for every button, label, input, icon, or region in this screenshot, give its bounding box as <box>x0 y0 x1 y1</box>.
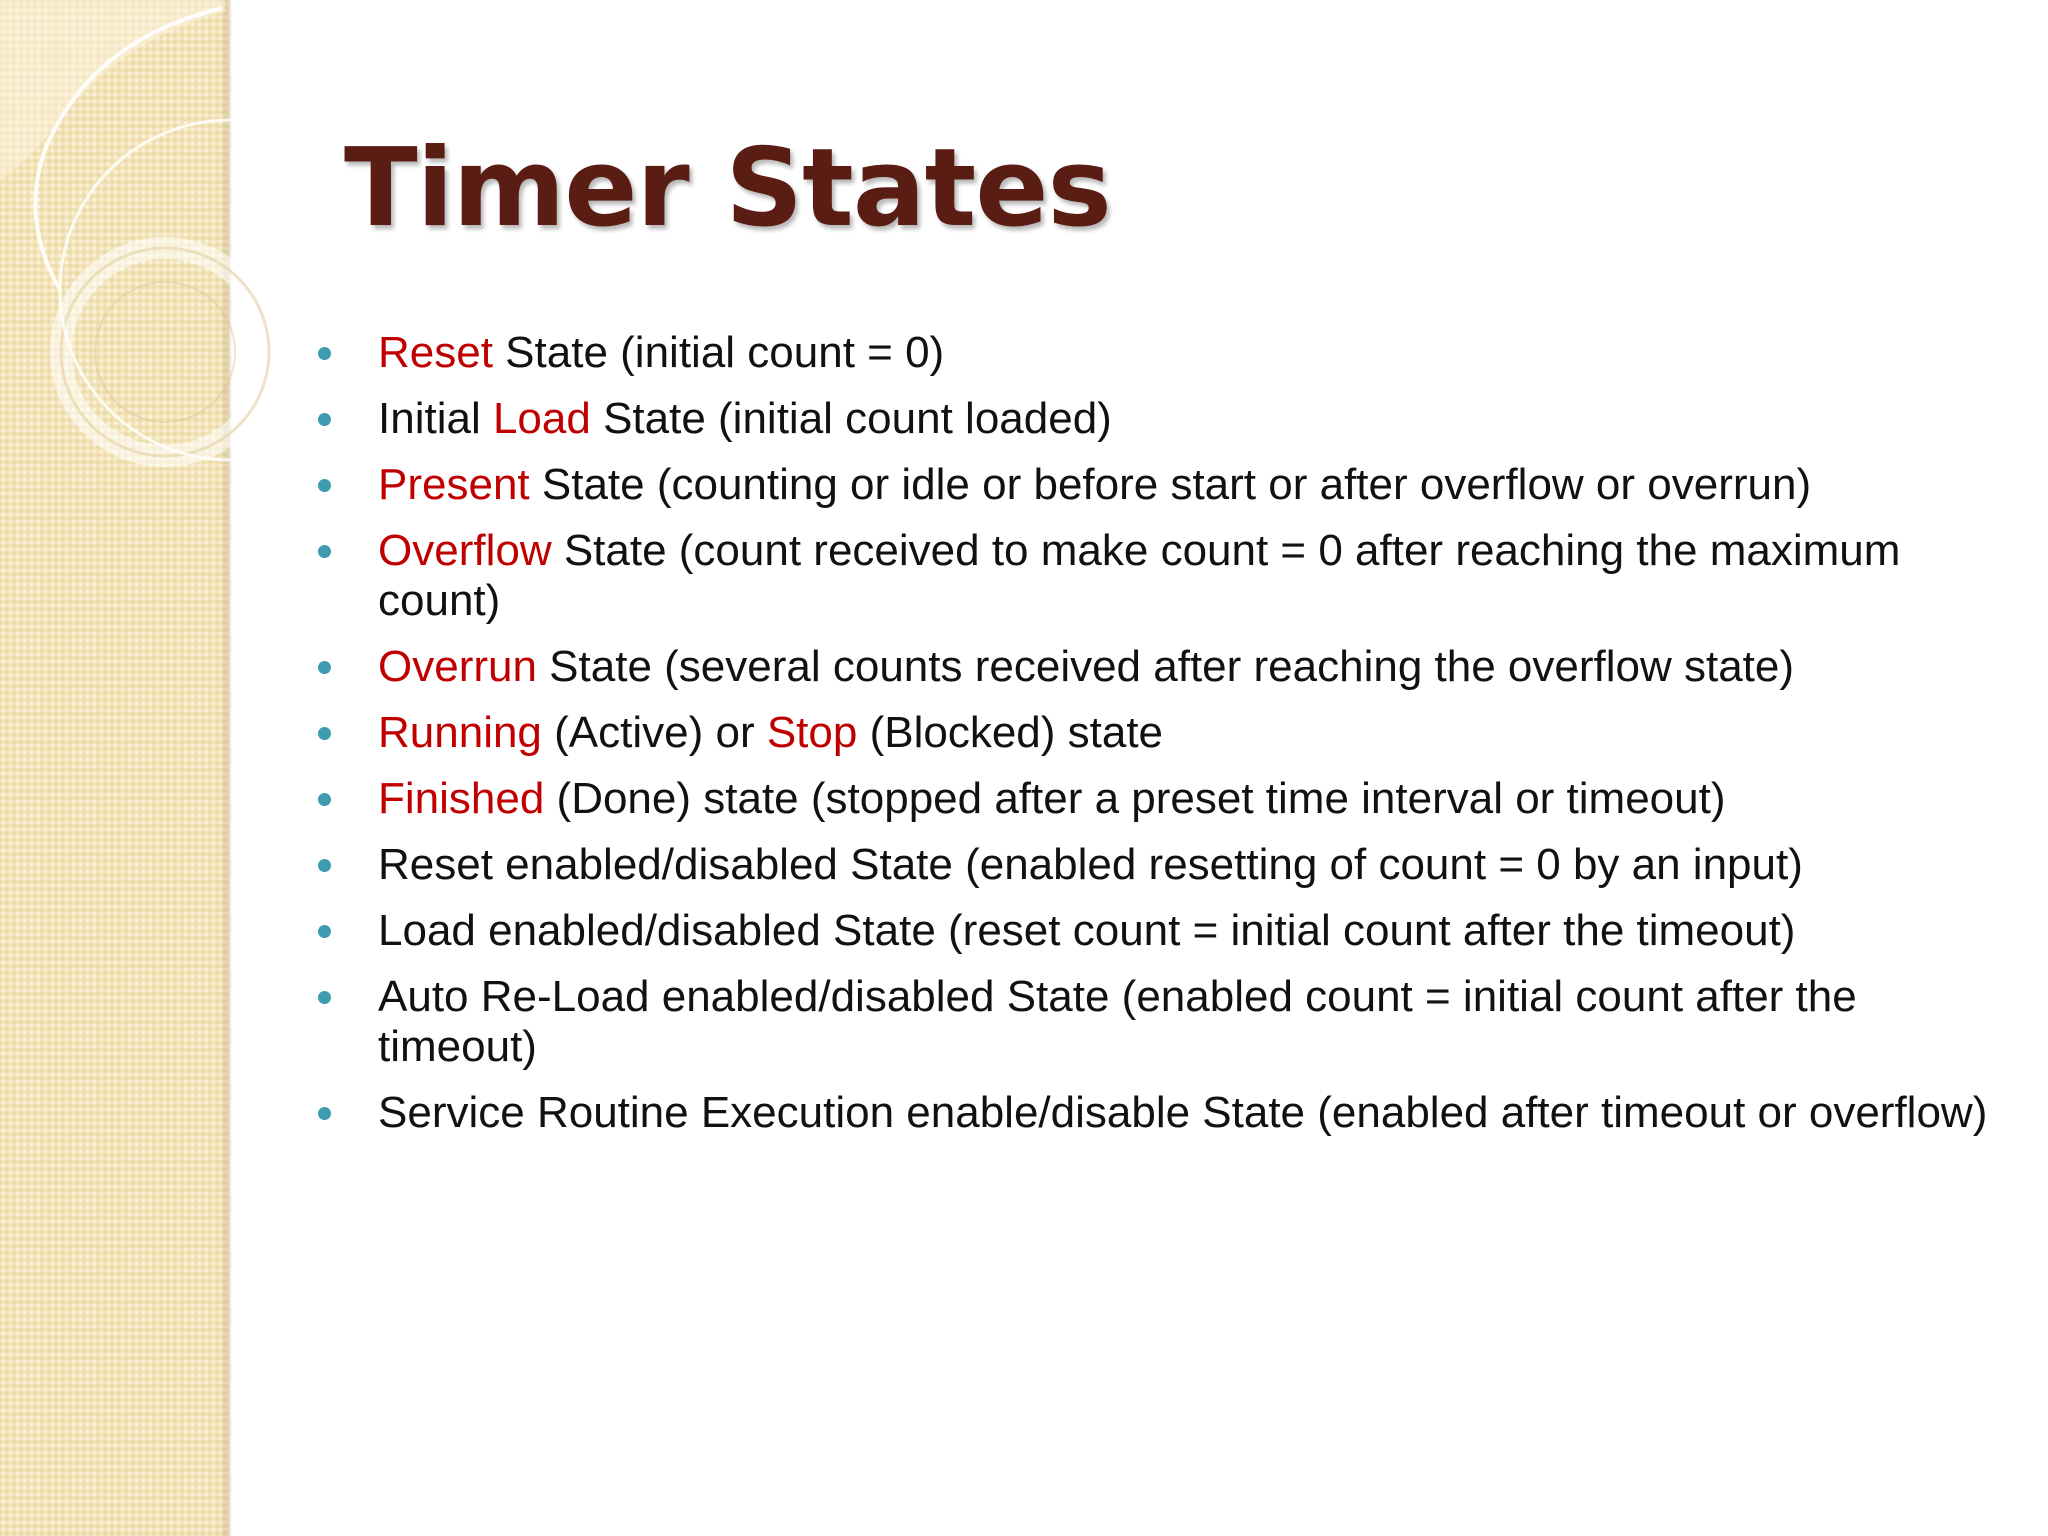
bullet-dot-icon <box>318 793 331 806</box>
bullet-text: State (count received to make count = 0 after reaching the maximum count) <box>378 526 1901 625</box>
decorative-swirl-icon <box>0 0 360 560</box>
bullet-text: Load enabled/disabled State (reset count = initial count after the timeout) <box>378 906 1796 955</box>
highlight-term: Stop <box>766 708 858 757</box>
bullet-load-enabled-state <box>318 906 2008 956</box>
bullet-dot-icon <box>318 1107 331 1120</box>
bullet-dot-icon <box>318 925 331 938</box>
bullet-text: (Active) or <box>541 708 767 757</box>
bullet-service-routine-state <box>318 1088 2008 1138</box>
bullet-present-state <box>318 460 2008 510</box>
bullet-text: (Blocked) state <box>857 708 1164 757</box>
bullet-dot-icon <box>318 545 331 558</box>
bullet-dot-icon <box>318 413 331 426</box>
bullet-auto-reload-state <box>318 972 2008 1072</box>
bullet-dot-icon <box>318 727 331 740</box>
bullet-list <box>318 328 2008 1154</box>
bullet-overflow-state <box>318 526 2008 626</box>
highlight-term: Overrun <box>378 642 537 691</box>
bullet-text: Reset enabled/disabled State (enabled resetting of count = 0 by an input) <box>378 840 1803 889</box>
bullet-dot-icon <box>318 347 331 360</box>
slide-title: Timer States <box>344 126 1111 251</box>
bullet-text: State (several counts received after reaching the overflow state) <box>536 642 1795 691</box>
bullet-text: Initial <box>378 394 493 443</box>
bullet-dot-icon <box>318 991 331 1004</box>
highlight-term: Finished <box>378 774 545 823</box>
bullet-text: State (initial count loaded) <box>590 394 1112 443</box>
bullet-text: State (counting or idle or before start or after overflow or overrun) <box>529 460 1812 509</box>
highlight-term: Overflow <box>378 526 552 575</box>
bullet-initial-load-state <box>318 394 2008 444</box>
bullet-dot-icon <box>318 859 331 872</box>
highlight-term: Load <box>492 394 591 443</box>
bullet-overrun-state <box>318 642 2008 692</box>
bullet-running-stop-state <box>318 708 2008 758</box>
bullet-text: (Done) state (stopped after a preset time interval or timeout) <box>544 774 1726 823</box>
bullet-dot-icon <box>318 661 331 674</box>
bullet-text: State (initial count = 0) <box>492 328 945 377</box>
bullet-finished-state <box>318 774 2008 824</box>
bullet-text: Auto Re-Load enabled/disabled State (enabled count = initial count after the timeout) <box>378 972 1857 1071</box>
bullet-reset-state <box>318 328 2008 378</box>
bullet-reset-enabled-state <box>318 840 2008 890</box>
highlight-term: Running <box>378 708 542 757</box>
bullet-text: Service Routine Execution enable/disable State (enabled after timeout or overflow) <box>378 1088 1988 1137</box>
highlight-term: Present <box>378 460 530 509</box>
bullet-dot-icon <box>318 479 331 492</box>
highlight-term: Reset <box>378 328 493 377</box>
